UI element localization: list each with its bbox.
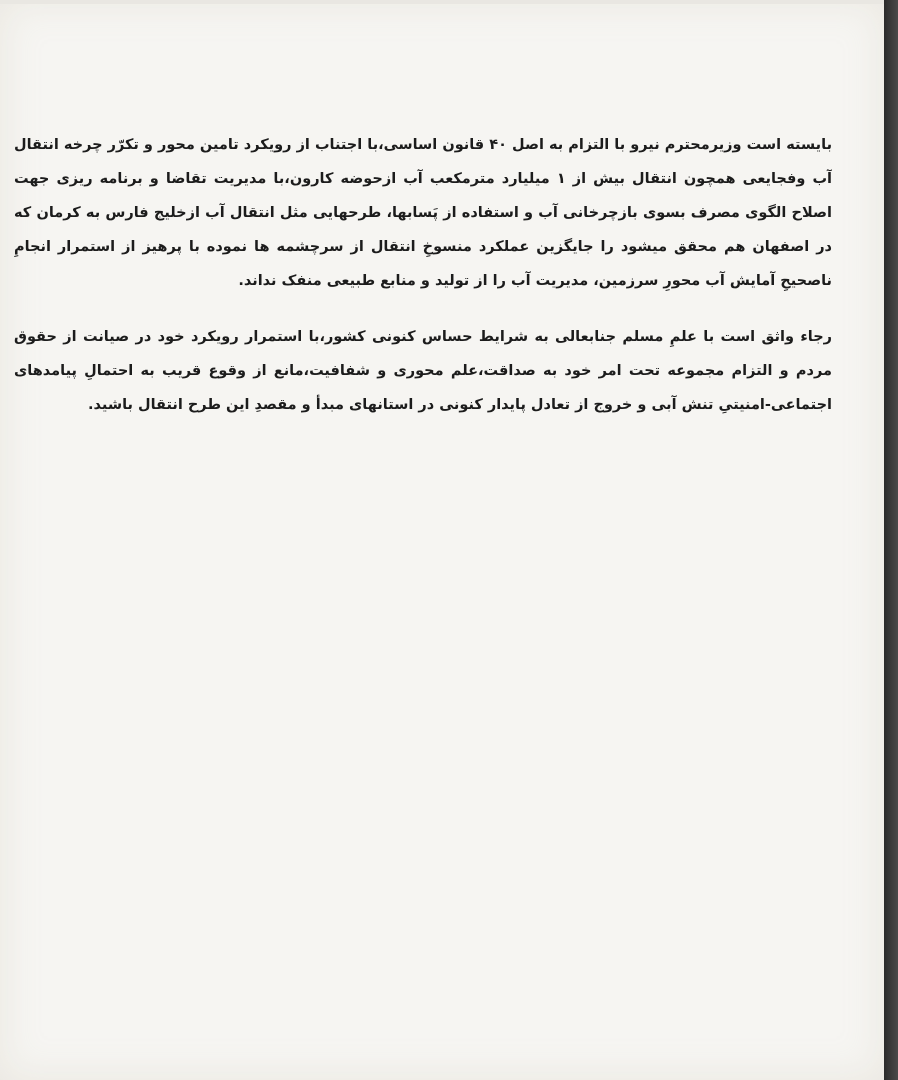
paragraph-1 xyxy=(14,128,832,298)
letter-body xyxy=(14,128,832,444)
text-line: آب وفجایعی همچون انتقال بیش از ۱ میلیارد مترمکعب آب ازحوضه کارون،با مدیریت تقاضا و برنامه ریزی جهت xyxy=(14,171,832,187)
text-line: در اصفهان هم محقق میشود را جایگزین عملکرد منسوخِ انتقال از سرچشمه ها نموده با پرهیز از استمرار انجامِ xyxy=(14,239,832,255)
text-line: رجاء واثق است با علمِ مسلم جنابعالی به شرایط حساس کنونی کشور،با استمرار رویکرد خود در صیانت از حقوق xyxy=(14,329,832,345)
paragraph-2 xyxy=(14,320,832,422)
text-line: ناصحیحِ آمایش آب محورِ سرزمین، مدیریت آب را از تولید و منابع طبیعی منفک نداند. xyxy=(238,273,832,289)
text-line: مردم و التزام مجموعه تحت امر خود به صداقت،علم محوری و شفافیت،مانع از وقوع قریب به احتمالِ پیامدهای xyxy=(14,363,832,379)
text-line: اجتماعی-امنیتیِ تنش آبی و خروج از تعادل پایدار کنونی در استانهای مبدأ و مقصدِ این طرح انتقال باشید. xyxy=(88,397,832,413)
text-line: اصلاح الگوی مصرف بسوی بازچرخانی آب و استفاده از پَسابها، طرحهایی مثل انتقال آب ازخلیج فارس به کرمان که xyxy=(14,205,832,221)
page-edge-shadow xyxy=(884,0,898,1080)
text-line: بایسته است وزیرمحترم نیرو با التزام به اصل ۴۰ قانون اساسی،با اجتناب از رویکرد تامین محور و تکرّر چرخه انتقال xyxy=(14,137,832,153)
